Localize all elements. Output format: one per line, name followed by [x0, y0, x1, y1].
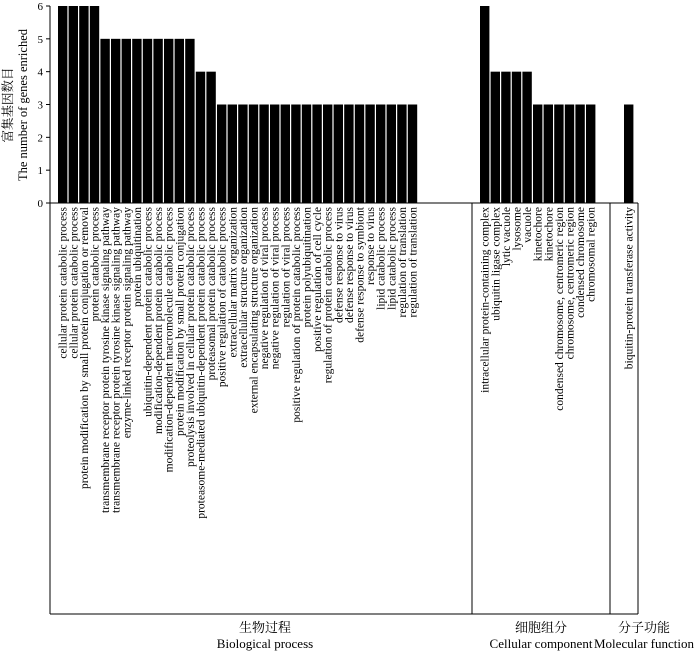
category-label-g1-5: kinetochore: [532, 207, 545, 262]
category-label-g0-2: protein modification by small protein conjugation or removal: [78, 207, 91, 490]
category-label-g1-3: lysosome: [511, 207, 524, 251]
category-label-g1-10: chromosomal region: [585, 207, 598, 302]
bar-g0-24: [312, 105, 321, 204]
group-label-cn-2: 分子功能: [617, 620, 671, 635]
bar-g1-8: [565, 105, 574, 204]
group-label-en-2: Molecular function: [594, 636, 694, 651]
bar-g0-5: [111, 39, 120, 203]
bar-g1-7: [554, 105, 563, 204]
y-tick-label-6: 6: [37, 1, 43, 13]
category-label-g0-25: regulation of protein catabolic process: [322, 207, 335, 384]
category-label-g0-18: external encapsulating structure organization: [248, 207, 261, 414]
category-label-g0-24: positive regulation of cell cycle: [312, 207, 325, 352]
category-label-g0-13: proteasome-mediated ubiquitin-dependent protein catabolic process: [195, 207, 208, 519]
bar-g0-11: [175, 39, 184, 203]
category-label-g0-3: protein catabolic process: [89, 207, 102, 322]
bar-g0-6: [122, 39, 131, 203]
category-label-g0-1: cellular protein catabolic process: [68, 207, 81, 359]
category-label-g0-4: transmembrane receptor protein tyrosine kinase signaling pathway: [100, 207, 113, 513]
category-label-g0-7: protein ubiquitination: [131, 207, 144, 307]
bar-g1-0: [480, 6, 489, 203]
bar-g0-12: [185, 39, 194, 203]
bar-g0-28: [355, 105, 364, 204]
category-label-g1-4: vacuole: [522, 207, 535, 243]
y-tick-label-2: 2: [37, 132, 43, 145]
bar-g0-10: [164, 39, 173, 203]
group-label-cn-0: 生物过程: [238, 620, 292, 635]
category-label-g0-16: extracellular matrix organization: [227, 207, 240, 358]
bar-g0-2: [79, 6, 88, 203]
bar-g0-4: [100, 39, 109, 203]
bar-g0-32: [397, 105, 406, 204]
category-label-g0-27: defense response to virus: [343, 207, 356, 323]
category-label-g0-12: proteolysis involved in cellular protein catabolic process: [184, 207, 197, 467]
bar-g0-15: [217, 105, 226, 204]
category-label-g0-11: protein modification by small protein conjugation: [174, 207, 187, 436]
y-tick-label-3: 3: [37, 99, 43, 112]
bar-g1-2: [501, 72, 510, 203]
category-label-g0-10: modification-dependent macromolecule catabolic process: [163, 207, 176, 473]
y-axis-label-cn: 富集基因数目: [1, 67, 15, 143]
category-label-g1-2: lytic vacuole: [500, 207, 513, 267]
y-tick-label-0: 0: [37, 198, 43, 210]
category-label-g1-7: condensed chromosome, centromeric region: [553, 207, 566, 411]
bar-g2-0: [624, 105, 633, 204]
bar-g0-17: [238, 105, 247, 204]
category-label-g0-30: lipid catabolic process: [375, 207, 388, 310]
bar-g0-13: [196, 72, 205, 203]
category-label-g0-20: negative regulation of viral process: [269, 207, 282, 370]
bar-g0-30: [376, 105, 385, 204]
category-label-g2-0: biquitin-protein transferase activity: [623, 207, 636, 370]
bar-g0-14: [206, 72, 215, 203]
category-label-g1-1: ubiquitin ligase complex: [490, 207, 503, 321]
group-label-en-0: Biological process: [216, 636, 314, 651]
bar-g0-27: [344, 105, 353, 204]
y-tick-label-5: 5: [37, 33, 43, 46]
bar-g1-10: [586, 105, 595, 204]
bar-g0-25: [323, 105, 332, 204]
bar-g0-31: [387, 105, 396, 204]
bar-g0-9: [153, 39, 162, 203]
category-label-g0-22: positive regulation of protein catabolic process: [290, 207, 303, 423]
bar-g0-8: [143, 39, 152, 203]
bar-g0-19: [259, 105, 268, 204]
bar-g1-4: [522, 72, 531, 203]
category-label-g0-26: defense response to virus: [333, 207, 346, 323]
category-label-g1-6: kinetochore: [543, 207, 556, 262]
category-label-g0-6: enzyme-linked receptor protein signaling pathway: [121, 207, 134, 439]
category-label-g1-9: condensed chromosome: [575, 207, 588, 318]
category-label-g1-8: chromosome, centromeric region: [564, 207, 577, 360]
category-label-g0-32: regulation of translation: [396, 207, 409, 318]
bar-g0-7: [132, 39, 141, 203]
y-tick-label-4: 4: [37, 66, 43, 79]
bar-g0-33: [408, 105, 417, 204]
bar-g0-20: [270, 105, 279, 204]
category-label-g0-9: modification-dependent protein catabolic process: [153, 207, 166, 435]
bar-g1-6: [544, 105, 553, 204]
bar-g0-16: [228, 105, 237, 204]
bar-g0-29: [365, 105, 374, 204]
category-label-g0-33: regulation of translation: [407, 207, 420, 318]
bar-g1-9: [575, 105, 584, 204]
category-label-g0-17: extracellular structure organization: [237, 207, 250, 368]
category-label-g0-0: cellular protein catabolic process: [57, 207, 70, 359]
bar-g0-23: [302, 105, 311, 204]
category-label-g0-31: lipid catabolic process: [386, 207, 399, 310]
bar-g0-26: [334, 105, 343, 204]
category-label-g0-29: response to virus: [365, 207, 378, 285]
bar-g0-1: [69, 6, 78, 203]
y-axis-label-en: The number of genes enriched: [16, 28, 30, 182]
category-label-g0-28: defense response to symbiont: [354, 207, 367, 343]
bar-g0-0: [58, 6, 67, 203]
y-tick-label-1: 1: [37, 165, 43, 178]
bar-g1-3: [512, 72, 521, 203]
category-label-g0-19: negative regulation of viral process: [259, 207, 272, 370]
group-label-en-1: Cellular component: [489, 636, 593, 651]
category-label-g0-23: protein polyubiquitination: [301, 207, 314, 328]
bar-g1-1: [491, 72, 500, 203]
bar-g1-5: [533, 105, 542, 204]
category-label-g0-21: regulation of viral process: [280, 207, 293, 328]
bar-g0-18: [249, 105, 258, 204]
group-label-cn-1: 细胞组分: [514, 620, 568, 635]
bar-g0-21: [281, 105, 290, 204]
category-label-g0-15: positive regulation of catabolic process: [216, 207, 229, 388]
category-label-g1-0: intracellular protein-containing complex: [479, 207, 492, 393]
category-label-g0-5: transmembrane receptor protein tyrosine kinase signaling pathway: [110, 207, 123, 513]
bar-g0-3: [90, 6, 99, 203]
category-label-g0-8: ubiquitin-dependent protein catabolic process: [142, 207, 155, 417]
bar-g0-22: [291, 105, 300, 204]
category-label-g0-14: proteasomal protein catabolic process: [206, 207, 219, 381]
